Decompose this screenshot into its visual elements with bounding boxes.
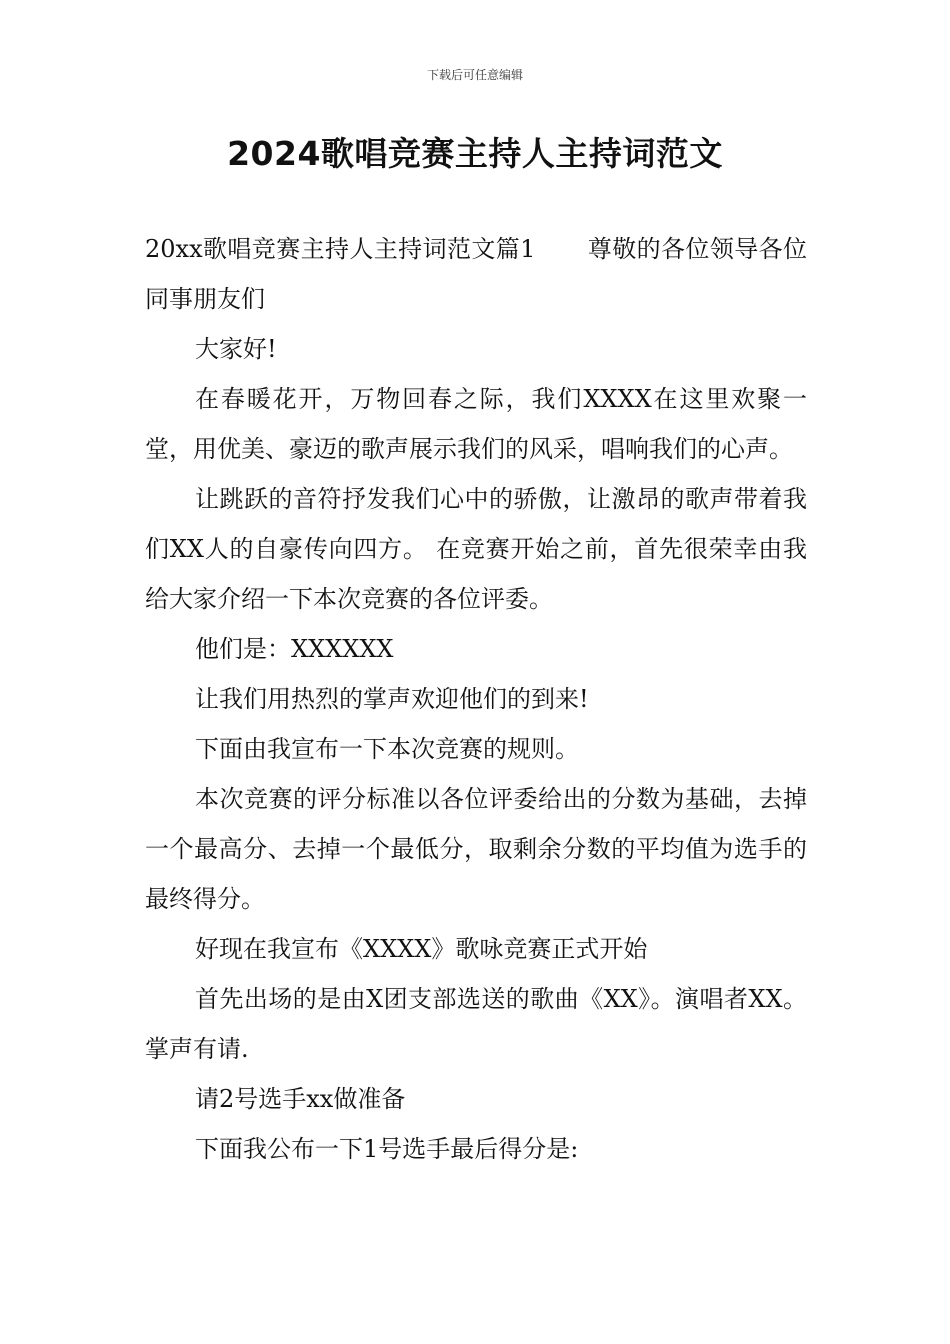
paragraph-score-announce: 下面我公布一下1号选手最后得分是: — [195, 1135, 579, 1163]
header-note: 下载后可任意编辑 — [426, 68, 523, 82]
paragraph-rules-intro: 下面由我宣布一下本次竞赛的规则。 — [195, 735, 579, 763]
paragraph-judges-names: 他们是：XXXXXX — [195, 635, 394, 663]
paragraph-opening: 在春暖花开，万物回春之际，我们XXXX在这里欢聚一堂，用优美、豪迈的歌声展示我们的风采，唱响我们的心声。 — [145, 385, 807, 463]
intro-salutation: 尊敬的各位领导各位同事朋友们 — [145, 235, 808, 313]
document-body — [145, 224, 807, 1174]
paragraph-judges-intro: 让跳跃的音符抒发我们心中的骄傲，让激昂的歌声带着我们XX人的自豪传向四方。 在竞赛开始之前，首先很荣幸由我给大家介绍一下本次竞赛的各位评委。 — [145, 485, 807, 613]
page-title: 2024歌唱竞赛主持人主持词范文 — [227, 134, 723, 173]
intro-heading: 20xx歌唱竞赛主持人主持词范文篇1 — [145, 235, 536, 263]
paragraph-welcome: 让我们用热烈的掌声欢迎他们的到来! — [195, 685, 589, 713]
paragraph-next-contestant: 请2号选手xx做准备 — [195, 1085, 406, 1113]
paragraph-first-contestant: 首先出场的是由X团支部选送的歌曲《XX》。演唱者XX。掌声有请. — [145, 985, 807, 1063]
paragraph-start: 好现在我宣布《XXXX》歌咏竞赛正式开始 — [195, 935, 648, 963]
paragraph-scoring: 本次竞赛的评分标准以各位评委给出的分数为基础，去掉一个最高分、去掉一个最低分，取剩余分数的平均值为选手的最终得分。 — [145, 785, 807, 913]
intro-paragraph — [145, 224, 807, 324]
paragraph-greeting: 大家好! — [195, 335, 277, 363]
